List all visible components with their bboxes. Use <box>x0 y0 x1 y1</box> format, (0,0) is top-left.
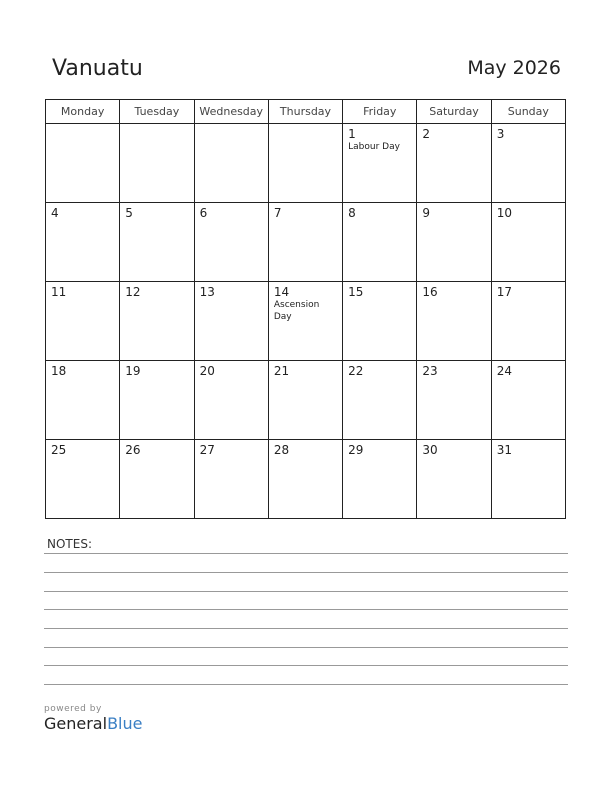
day-number: 9 <box>422 206 431 220</box>
day-number: 14 <box>273 285 290 299</box>
day-number: 31 <box>496 443 512 457</box>
note-line <box>44 553 568 554</box>
brand-name-part2: Blue <box>107 714 143 733</box>
powered-by-label: powered by <box>44 704 102 714</box>
day-cell <box>194 124 268 203</box>
day-number: 7 <box>273 206 282 220</box>
day-cell <box>46 203 120 282</box>
day-cell <box>194 440 268 519</box>
note-line <box>44 684 568 685</box>
weekday-header: Sunday <box>491 100 565 124</box>
day-cell <box>343 203 417 282</box>
holiday-label: Labour Day <box>348 142 400 152</box>
day-number: 29 <box>348 443 364 457</box>
day-cell <box>268 124 342 203</box>
day-cell <box>194 203 268 282</box>
brand-name <box>44 714 142 733</box>
day-number: 22 <box>348 364 364 378</box>
calendar-country-title: Vanuatu <box>52 56 143 81</box>
weekday-header: Wednesday <box>194 100 268 124</box>
day-cell <box>46 282 120 361</box>
day-number: 26 <box>125 443 141 457</box>
day-cell <box>343 124 417 203</box>
day-number: 11 <box>51 285 67 299</box>
day-number: 13 <box>199 285 215 299</box>
day-number: 27 <box>199 443 215 457</box>
day-cell <box>120 282 194 361</box>
day-cell <box>268 361 342 440</box>
day-number: 30 <box>422 443 438 457</box>
day-number: 10 <box>496 206 512 220</box>
day-cell <box>491 203 565 282</box>
day-cell <box>417 282 491 361</box>
day-number: 15 <box>348 285 364 299</box>
day-cell <box>343 361 417 440</box>
day-cell <box>343 440 417 519</box>
day-number: 25 <box>51 443 67 457</box>
day-number: 20 <box>199 364 215 378</box>
day-cell <box>491 361 565 440</box>
day-cell <box>46 124 120 203</box>
day-number: 28 <box>273 443 290 457</box>
day-number: 23 <box>422 364 438 378</box>
day-number: 19 <box>125 364 141 378</box>
day-number: 18 <box>51 364 67 378</box>
note-line <box>44 647 568 648</box>
day-cell <box>268 440 342 519</box>
day-cell <box>268 282 342 361</box>
week-row <box>46 361 566 440</box>
day-number: 12 <box>125 285 141 299</box>
day-cell <box>46 440 120 519</box>
brand-name-part1: General <box>44 714 108 733</box>
week-row <box>46 124 566 203</box>
notes-label: NOTES: <box>47 537 92 551</box>
day-cell <box>120 203 194 282</box>
day-number: 4 <box>51 206 59 220</box>
day-cell <box>120 440 194 519</box>
weekday-header: Monday <box>46 100 120 124</box>
week-row <box>46 440 566 519</box>
day-number: 8 <box>348 206 356 220</box>
day-cell <box>120 124 194 203</box>
day-number: 5 <box>125 206 133 220</box>
holiday-label: Ascension Day <box>273 300 320 322</box>
day-cell <box>46 361 120 440</box>
day-cell <box>491 282 565 361</box>
day-cell <box>491 124 565 203</box>
day-cell <box>268 203 342 282</box>
day-number: 21 <box>273 364 290 378</box>
note-line <box>44 665 568 666</box>
day-number: 24 <box>496 364 512 378</box>
day-cell <box>417 203 491 282</box>
day-number: 16 <box>422 285 438 299</box>
weekday-header: Thursday <box>268 100 342 124</box>
day-number: 2 <box>422 127 431 141</box>
calendar-month-title: May 2026 <box>467 57 561 79</box>
day-cell <box>120 361 194 440</box>
day-number: 17 <box>496 285 512 299</box>
week-row <box>46 203 566 282</box>
note-line <box>44 572 568 573</box>
week-row <box>46 282 566 361</box>
weekday-header-row <box>46 100 566 124</box>
day-cell <box>417 124 491 203</box>
day-cell <box>491 440 565 519</box>
day-cell <box>194 361 268 440</box>
day-number: 6 <box>199 206 208 220</box>
day-number: 3 <box>496 127 505 141</box>
weekday-header: Friday <box>343 100 417 124</box>
day-cell <box>343 282 417 361</box>
month-calendar-grid <box>45 99 566 519</box>
weekday-header: Tuesday <box>120 100 194 124</box>
day-cell <box>417 440 491 519</box>
day-cell <box>417 361 491 440</box>
note-line <box>44 609 568 610</box>
weekday-header: Saturday <box>417 100 491 124</box>
note-line <box>44 591 568 592</box>
day-number: 1 <box>348 127 356 141</box>
generalblue-logo <box>44 704 142 733</box>
day-cell <box>194 282 268 361</box>
note-line <box>44 628 568 629</box>
